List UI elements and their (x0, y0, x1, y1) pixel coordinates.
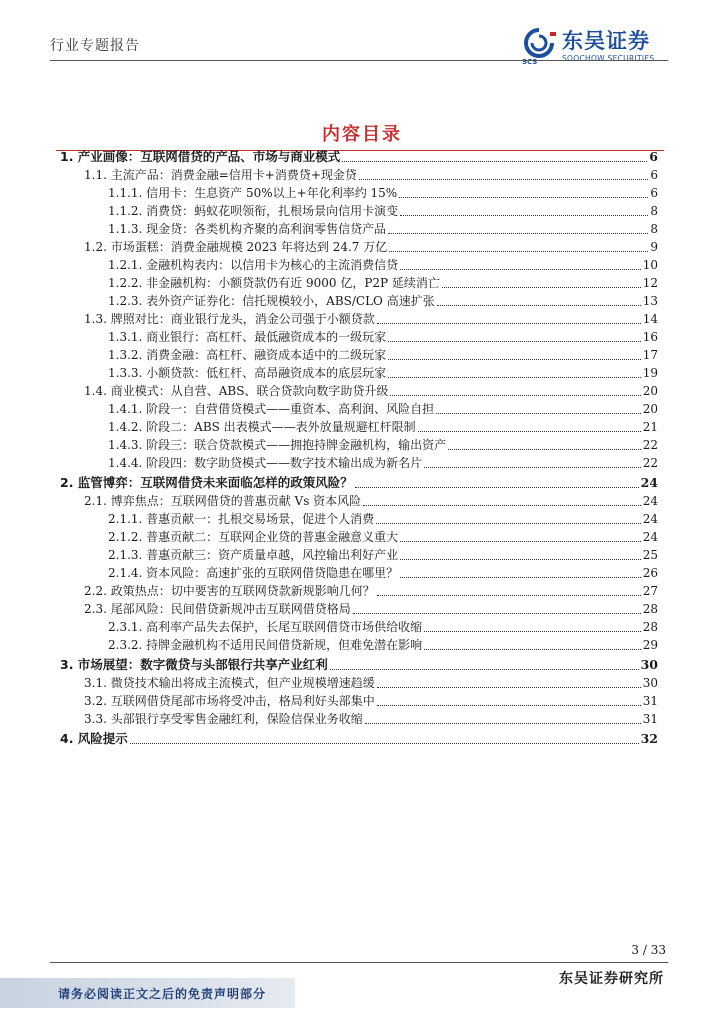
toc-leader-dots (424, 466, 641, 468)
toc-leader-dots (130, 742, 639, 744)
toc-entry[interactable] (60, 510, 658, 528)
toc-entry[interactable] (60, 618, 658, 636)
toc-leader-dots (359, 178, 648, 180)
toc-entry-title: 1.1. 主流产品：消费金融=信用卡+消费贷+现金贷 (84, 168, 357, 182)
toc-entry-title: 1.4. 商业模式：从自营、ABS、联合贷款向数字助贷升级 (84, 384, 389, 398)
toc-entry[interactable] (60, 364, 658, 382)
toc-leader-dots (390, 394, 640, 396)
toc-leader-dots (377, 686, 641, 688)
toc-leader-dots (400, 540, 641, 542)
toc-entry[interactable] (60, 256, 658, 274)
toc-entry-title: 1.3. 牌照对比：商业银行龙头，消金公司强于小额贷款 (84, 312, 375, 326)
toc-leader-dots (377, 594, 641, 596)
toc-entry[interactable] (60, 564, 658, 582)
toc-entry-page: 6 (650, 168, 658, 182)
toc-entry-page: 9 (650, 240, 658, 254)
toc-entry-title: 3.1. 微贷技术输出将成主流模式，但产业规模增速趋缓 (84, 676, 375, 690)
toc-entry-title: 2.3. 尾部风险：民间借贷新规冲击互联网借贷格局 (84, 602, 351, 616)
toc-entry-title: 1.2.3. 表外资产证券化：信托规模较小，ABS/CLO 高速扩张 (108, 294, 435, 308)
toc-leader-dots (342, 160, 647, 162)
toc-leader-dots (377, 322, 641, 324)
logo-abbr-text: SCS (522, 58, 538, 66)
toc-entry-page: 13 (642, 294, 658, 308)
toc-entry[interactable] (60, 674, 658, 692)
toc-entry-page: 19 (642, 366, 658, 380)
toc-entry-title: 1.3.1. 商业银行：高杠杆、最低融资成本的一级玩家 (108, 330, 387, 344)
toc-entry-title: 2.1.4. 资本风险：高速扩张的互联网借贷隐患在哪里？ (108, 566, 399, 580)
toc-entry-page: 6 (649, 149, 658, 164)
toc-entry-title: 1.1.3. 现金贷：各类机构齐聚的高利润零售信贷产品 (108, 222, 387, 236)
toc-entry-title: 1.2.1. 金融机构表内：以信用卡为核心的主流消费信贷 (108, 258, 399, 272)
toc-entry[interactable] (60, 636, 658, 654)
toc-entry-title: 1. 产业画像：互联网借贷的产品、市场与商业模式 (60, 149, 341, 164)
toc-entry-page: 24 (642, 530, 658, 544)
toc-entry[interactable] (60, 582, 658, 600)
toc-entry-title: 1.3.2. 消费金融：高杠杆、融资成本适中的二级玩家 (108, 348, 387, 362)
header-divider (50, 60, 668, 61)
toc-entry[interactable] (60, 346, 658, 364)
toc-entry[interactable] (60, 692, 658, 710)
toc-entry-page: 10 (642, 258, 658, 272)
toc-entry-title: 1.2.2. 非金融机构：小额贷款仍有近 9000 亿，P2P 延续消亡 (108, 276, 440, 290)
toc-entry-page: 8 (650, 222, 658, 236)
toc-entry-page: 21 (642, 420, 658, 434)
toc-leader-dots (400, 576, 641, 578)
toc-leader-dots (448, 448, 641, 450)
report-type-label: 行业专题报告 (50, 38, 140, 54)
toc-leader-dots (388, 232, 648, 234)
toc-leader-dots (442, 286, 641, 288)
toc-entry-title: 2.1. 博弈焦点：互联网借贷的普惠贡献 Vs 资本风险 (84, 494, 362, 508)
toc-entry-title: 1.4.4. 阶段四：数字助贷模式——数字技术输出成为新名片 (108, 456, 423, 470)
toc-entry[interactable] (60, 148, 658, 166)
toc-entry[interactable] (60, 382, 658, 400)
footer-org-name: 东吴证券研究所 (559, 971, 664, 987)
soochow-logo-icon (520, 28, 558, 58)
footer-disclaimer: 请务必阅读正文之后的免责声明部分 (58, 987, 267, 1001)
toc-entry-page: 25 (642, 548, 658, 562)
toc-leader-dots (418, 430, 641, 432)
toc-entry[interactable] (60, 220, 658, 238)
toc-entry-title: 1.3.3. 小额贷款：低杠杆、高昂融资成本的底层玩家 (108, 366, 387, 380)
toc-entry-page: 6 (650, 186, 658, 200)
toc-entry-page: 31 (642, 694, 658, 708)
toc-entry[interactable] (60, 730, 658, 748)
toc-leader-dots (424, 648, 641, 650)
toc-entry-page: 20 (642, 384, 658, 398)
logo-cn-text: 东吴证券 (562, 29, 650, 53)
toc-entry[interactable] (60, 202, 658, 220)
toc-entry-page: 8 (650, 204, 658, 218)
toc-entry-title: 2.1.3. 普惠贡献三：资产质量卓越，风控输出利好产业 (108, 548, 399, 562)
toc-entry-title: 1.2. 市场蛋糕：消费金融规模 2023 年将达到 24.7 万亿 (84, 240, 388, 254)
toc-leader-dots (400, 558, 641, 560)
footer-divider (50, 962, 668, 963)
toc-entry-page: 28 (642, 602, 658, 616)
toc-entry-page: 24 (640, 475, 658, 490)
toc-entry-page: 27 (642, 584, 658, 598)
toc-entry-page: 28 (642, 620, 658, 634)
toc-entry[interactable] (60, 528, 658, 546)
toc-entry[interactable] (60, 436, 658, 454)
toc-entry-page: 14 (642, 312, 658, 326)
toc-leader-dots (388, 358, 641, 360)
toc-entry[interactable] (60, 474, 658, 492)
toc-entry[interactable] (60, 328, 658, 346)
toc-leader-dots (400, 268, 641, 270)
toc-leader-dots (399, 196, 648, 198)
toc-entry-page: 29 (642, 638, 658, 652)
table-of-contents (60, 148, 658, 748)
toc-leader-dots (389, 250, 648, 252)
toc-entry-title: 2.3.1. 高利率产品失去保护，长尾互联网借贷市场供给收缩 (108, 620, 423, 634)
toc-entry-page: 20 (642, 402, 658, 416)
toc-entry[interactable] (60, 292, 658, 310)
toc-entry[interactable] (60, 310, 658, 328)
toc-entry-page: 24 (642, 494, 658, 508)
toc-entry[interactable] (60, 492, 658, 510)
toc-entry[interactable] (60, 454, 658, 472)
toc-leader-dots (388, 376, 641, 378)
toc-entry[interactable] (60, 184, 658, 202)
toc-entry-page: 26 (642, 566, 658, 580)
toc-entry-page: 17 (642, 348, 658, 362)
toc-entry-title: 2.1.2. 普惠贡献二：互联网企业贷的普惠金融意义重大 (108, 530, 399, 544)
toc-entry[interactable] (60, 418, 658, 436)
logo-en-text: SOOCHOW SECURITIES (562, 54, 655, 63)
toc-entry-title: 3.3. 头部银行享受零售金融红利，保险信保业务收缩 (84, 712, 363, 726)
toc-entry[interactable] (60, 710, 658, 728)
toc-leader-dots (424, 630, 641, 632)
toc-entry-title: 2.3.2. 持牌金融机构不适用民间借贷新规，但难免潜在影响 (108, 638, 423, 652)
toc-entry-title: 1.1.2. 消费贷：蚂蚁花呗领衔，扎根场景向信用卡演变 (108, 204, 399, 218)
toc-leader-dots (365, 722, 641, 724)
toc-entry-page: 22 (642, 456, 658, 470)
toc-entry[interactable] (60, 238, 658, 256)
toc-leader-dots (437, 304, 641, 306)
toc-entry-title: 1.4.3. 阶段三：联合贷款模式——拥抱持牌金融机构，输出资产 (108, 438, 447, 452)
toc-leader-dots (400, 214, 648, 216)
toc-title: 内容目录 (322, 124, 402, 145)
toc-entry-page: 30 (640, 657, 658, 672)
toc-leader-dots (436, 412, 641, 414)
toc-entry-page: 16 (642, 330, 658, 344)
toc-entry-page: 22 (642, 438, 658, 452)
toc-entry-title: 1.4.2. 阶段二：ABS 出表模式——表外放量规避杠杆限制 (108, 420, 416, 434)
toc-entry-title: 2.1.1. 普惠贡献一：扎根交易场景，促进个人消费 (108, 512, 375, 526)
toc-entry-page: 12 (642, 276, 658, 290)
toc-leader-dots (330, 668, 639, 670)
toc-leader-dots (388, 340, 641, 342)
toc-entry-title: 3. 市场展望：数字微贷与头部银行共享产业红利 (60, 657, 328, 672)
toc-entry-title: 1.1.1. 信用卡：生息资产 50%以上+年化利率约 15% (108, 186, 398, 200)
toc-entry-title: 4. 风险提示 (60, 731, 128, 746)
toc-entry-title: 2.2. 政策热点：切中要害的互联网贷款新规影响几何？ (84, 584, 375, 598)
toc-entry[interactable] (60, 656, 658, 674)
toc-leader-dots (376, 522, 641, 524)
toc-entry[interactable] (60, 546, 658, 564)
toc-entry-page: 24 (642, 512, 658, 526)
toc-leader-dots (377, 704, 641, 706)
toc-entry[interactable] (60, 274, 658, 292)
toc-leader-dots (363, 504, 641, 506)
toc-entry-page: 32 (640, 731, 658, 746)
toc-entry[interactable] (60, 400, 658, 418)
toc-leader-dots (353, 612, 641, 614)
toc-entry-title: 3.2. 互联网借贷尾部市场将受冲击，格局利好头部集中 (84, 694, 375, 708)
toc-entry-page: 31 (642, 712, 658, 726)
page-number: 3 / 33 (631, 943, 666, 957)
toc-entry-title: 2. 监管博弈：互联网借贷未来面临怎样的政策风险？ (60, 475, 353, 490)
toc-entry[interactable] (60, 166, 658, 184)
toc-entry[interactable] (60, 600, 658, 618)
toc-leader-dots (355, 486, 639, 488)
toc-entry-page: 30 (642, 676, 658, 690)
toc-entry-title: 1.4.1. 阶段一：自营借贷模式——重资本、高利润、风险自担 (108, 402, 435, 416)
